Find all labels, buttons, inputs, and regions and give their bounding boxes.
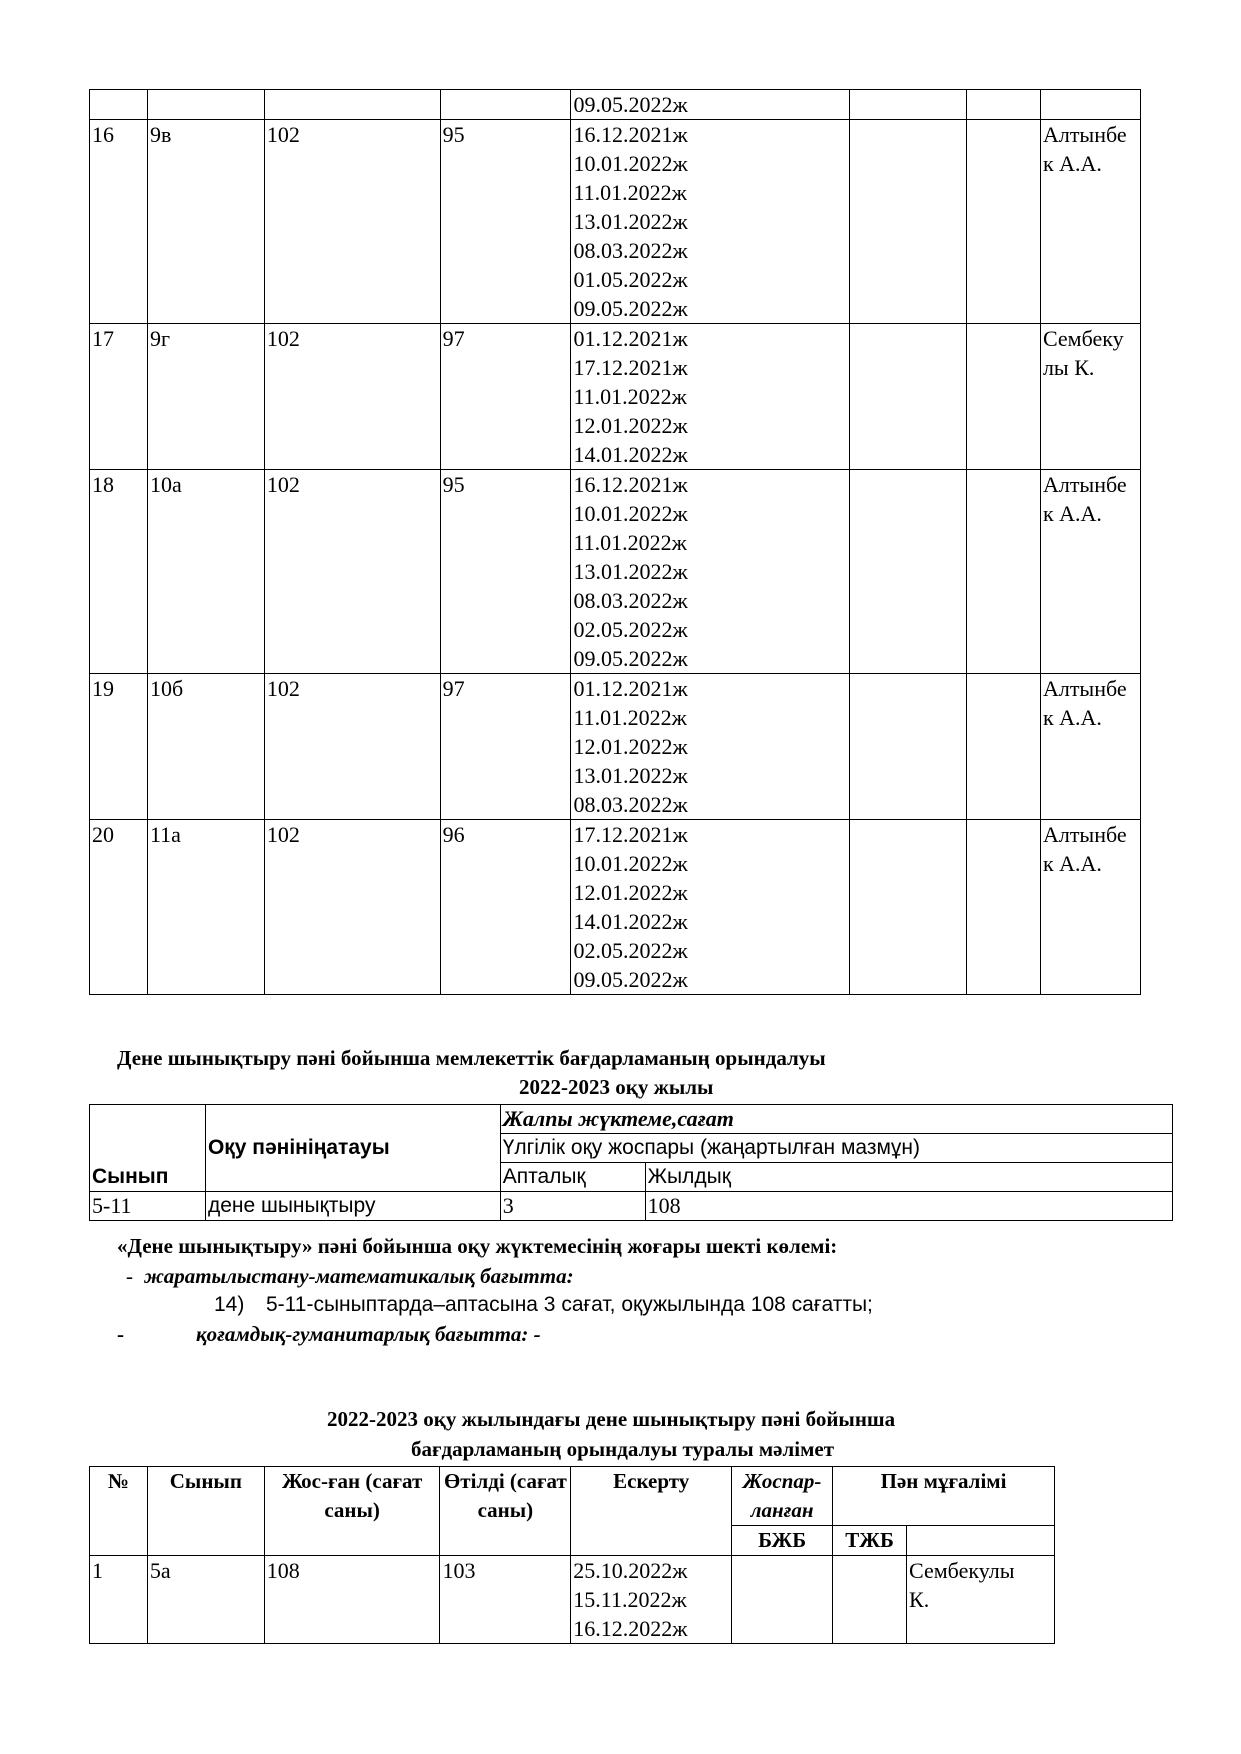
- teacher-name-line: Сембекулы: [909, 1558, 1015, 1583]
- section3-subtitle: бағдарламаның орындалуы туралы мәлімет: [411, 1437, 835, 1461]
- header-completed-hours: Өтілді (сағат саны): [440, 1467, 571, 1556]
- date-entry: 25.10.2022ж: [573, 1558, 688, 1583]
- row-number: 19: [90, 674, 148, 820]
- row-completed: 103: [440, 1556, 571, 1644]
- header-planned: Жоспар-ланған: [732, 1467, 833, 1526]
- header-yearly: Жылдық: [645, 1163, 1172, 1192]
- row-extra-2: [967, 470, 1041, 674]
- row-teacher: [1040, 120, 1140, 324]
- table-row: [90, 90, 1141, 120]
- date-entry: 16.12.2022ж: [573, 1616, 688, 1641]
- header-class: Сынып: [147, 1467, 264, 1556]
- row-bzhb: [732, 1556, 833, 1644]
- row-number: 1: [90, 1556, 148, 1644]
- row-class: [147, 90, 264, 120]
- natural-math-direction: жаратылыстану-математикалық бағытта:: [144, 1264, 574, 1288]
- row-planned: [264, 90, 440, 120]
- teacher-name-line: Алтынбе: [1042, 122, 1127, 147]
- load-note-heading: «Дене шынықтыру» пәні бойынша оқу жүктемесінің жоғары шекті көлемі:: [117, 1234, 838, 1258]
- date-entry: 17.12.2021ж: [573, 822, 688, 847]
- table-row: [90, 470, 1141, 674]
- row-class: 10б: [147, 674, 264, 820]
- date-entry: 09.05.2022ж: [573, 646, 688, 671]
- row-class: 10а: [147, 470, 264, 674]
- program-load-table: [89, 1104, 1173, 1221]
- row-dates: [571, 674, 850, 820]
- row-planned: 102: [264, 820, 440, 995]
- row-completed: [440, 90, 571, 120]
- date-entry: 14.01.2022ж: [573, 442, 688, 467]
- list-item-text: 5-11-сыныптарда–аптасына 3 сағат, оқужылында 108 сағатты;: [266, 1293, 873, 1316]
- row-dates: [571, 324, 850, 470]
- teacher-name-line: лы К.: [1042, 355, 1095, 380]
- teacher-name-line: Сембеку: [1042, 326, 1124, 351]
- teacher-name-line: Алтынбе: [1042, 472, 1127, 497]
- row-completed: 96: [440, 820, 571, 995]
- header-bzhb: БЖБ: [732, 1526, 833, 1556]
- date-entry: 11.01.2022ж: [573, 705, 687, 730]
- date-entry: 13.01.2022ж: [573, 763, 688, 788]
- row-class: 5-11: [90, 1192, 206, 1221]
- header-standard-plan: Үлгілік оқу жоспары (жаңартылған мазмұн): [500, 1134, 1172, 1163]
- date-entry: 14.01.2022ж: [573, 909, 688, 934]
- row-completed: 97: [440, 674, 571, 820]
- dash-marker: -: [126, 1264, 133, 1288]
- header-tzhb: ТЖБ: [833, 1526, 907, 1556]
- list-item-number: 14): [214, 1293, 245, 1316]
- date-entry: 08.03.2022ж: [573, 792, 688, 817]
- row-extra-2: [967, 674, 1041, 820]
- row-extra-1: [850, 324, 967, 470]
- table-row: [90, 820, 1141, 995]
- row-number: 20: [90, 820, 148, 995]
- row-number: [90, 90, 148, 120]
- row-dates: [571, 470, 850, 674]
- date-entry: 16.12.2021ж: [573, 472, 688, 497]
- table-row: [90, 674, 1141, 820]
- teacher-name-line: к А.А.: [1042, 151, 1102, 176]
- section2-year: 2022-2023 оқу жылы: [519, 1075, 714, 1099]
- row-extra-1: [850, 470, 967, 674]
- header-total-load: Жалпы жүктеме,сағат: [500, 1105, 1172, 1134]
- teacher-name-line: к А.А.: [1042, 851, 1102, 876]
- row-extra-1: [850, 674, 967, 820]
- date-entry: 16.12.2021ж: [573, 122, 688, 147]
- row-number: 18: [90, 470, 148, 674]
- row-extra-1: [850, 90, 967, 120]
- section3-title: 2022-2023 оқу жылындағы дене шынықтыру пәні бойынша: [327, 1407, 896, 1431]
- row-planned: 102: [264, 120, 440, 324]
- row-extra-2: [967, 324, 1041, 470]
- row-dates: [571, 120, 850, 324]
- date-entry: 10.01.2022ж: [573, 851, 688, 876]
- row-extra-1: [850, 120, 967, 324]
- header-teacher: Пән мұғалімі: [833, 1467, 1055, 1526]
- date-entry: 08.03.2022ж: [573, 238, 688, 263]
- date-entry: 08.03.2022ж: [573, 588, 688, 613]
- dash-marker: -: [117, 1322, 124, 1346]
- date-entry: 12.01.2022ж: [573, 413, 688, 438]
- row-completed: 95: [440, 120, 571, 324]
- teacher-name-line: Алтынбе: [1042, 676, 1127, 701]
- table-row: [90, 120, 1141, 324]
- execution-table-2021: [89, 89, 1141, 995]
- date-entry: 09.05.2022ж: [573, 296, 688, 321]
- row-number: 16: [90, 120, 148, 324]
- date-entry: 01.12.2021ж: [573, 676, 688, 701]
- row-teacher: [1040, 324, 1140, 470]
- date-entry: 13.01.2022ж: [573, 209, 688, 234]
- row-yearly: 108: [645, 1192, 1172, 1221]
- date-entry: 15.11.2022ж: [573, 1587, 687, 1612]
- row-dates: [571, 820, 850, 995]
- date-entry: 02.05.2022ж: [573, 938, 688, 963]
- date-entry: 11.01.2022ж: [573, 530, 687, 555]
- execution-table-2022: [89, 1466, 1055, 1644]
- row-class: 9в: [147, 120, 264, 324]
- date-entry: 12.01.2022ж: [573, 734, 688, 759]
- date-entry: 11.01.2022ж: [573, 180, 687, 205]
- row-dates: [571, 1556, 732, 1644]
- row-tzhb: [833, 1556, 907, 1644]
- date-entry: 01.12.2021ж: [573, 326, 688, 351]
- row-extra-1: [850, 820, 967, 995]
- row-planned: 108: [264, 1556, 440, 1644]
- row-class: 11а: [147, 820, 264, 995]
- row-extra-2: [967, 90, 1041, 120]
- table-row: [90, 324, 1141, 470]
- row-weekly: 3: [500, 1192, 645, 1221]
- teacher-name-line: к А.А.: [1042, 705, 1102, 730]
- row-teacher: [1040, 674, 1140, 820]
- date-entry: 13.01.2022ж: [573, 559, 688, 584]
- date-entry: 09.05.2022ж: [573, 967, 688, 992]
- teacher-name-line: к А.А.: [1042, 501, 1102, 526]
- row-planned: 102: [264, 674, 440, 820]
- row-teacher: [1040, 90, 1140, 120]
- row-teacher: [1040, 470, 1140, 674]
- date-entry: 02.05.2022ж: [573, 617, 688, 642]
- row-extra-2: [967, 120, 1041, 324]
- row-class: 5а: [147, 1556, 264, 1644]
- row-extra-2: [967, 820, 1041, 995]
- header-planned-hours: Жос-ған (сағат саны): [264, 1467, 440, 1556]
- row-completed: 95: [440, 470, 571, 674]
- header-subject: Оқу пәнініңатауы: [205, 1105, 500, 1192]
- header-weekly: Апталық: [500, 1163, 645, 1192]
- teacher-name-line: Алтынбе: [1042, 822, 1127, 847]
- header-empty: [907, 1526, 1055, 1556]
- date-entry: 01.05.2022ж: [573, 267, 688, 292]
- date-entry: 12.01.2022ж: [573, 880, 688, 905]
- date-entry: 10.01.2022ж: [573, 501, 688, 526]
- teacher-name-line: К.: [909, 1587, 930, 1612]
- date-entry: 11.01.2022ж: [573, 384, 687, 409]
- section2-title: Дене шынықтыру пәні бойынша мемлекеттік бағдарламаның орындалуы: [117, 1046, 826, 1070]
- row-completed: 97: [440, 324, 571, 470]
- header-note: Ескерту: [571, 1467, 732, 1556]
- date-entry: 17.12.2021ж: [573, 355, 688, 380]
- header-class: Сынып: [90, 1105, 206, 1192]
- row-number: 17: [90, 324, 148, 470]
- social-humanitarian-direction: қоғамдық-гуманитарлық бағытта: -: [196, 1322, 541, 1346]
- date-entry: 09.05.2022ж: [573, 92, 688, 117]
- date-entry: 10.01.2022ж: [573, 151, 688, 176]
- row-class: 9г: [147, 324, 264, 470]
- header-number: №: [90, 1467, 148, 1556]
- table-row: [90, 1556, 1055, 1644]
- row-teacher: [907, 1556, 1055, 1644]
- row-planned: 102: [264, 470, 440, 674]
- row-planned: 102: [264, 324, 440, 470]
- row-subject: дене шынықтыру: [205, 1192, 500, 1221]
- row-dates: [571, 90, 850, 120]
- row-teacher: [1040, 820, 1140, 995]
